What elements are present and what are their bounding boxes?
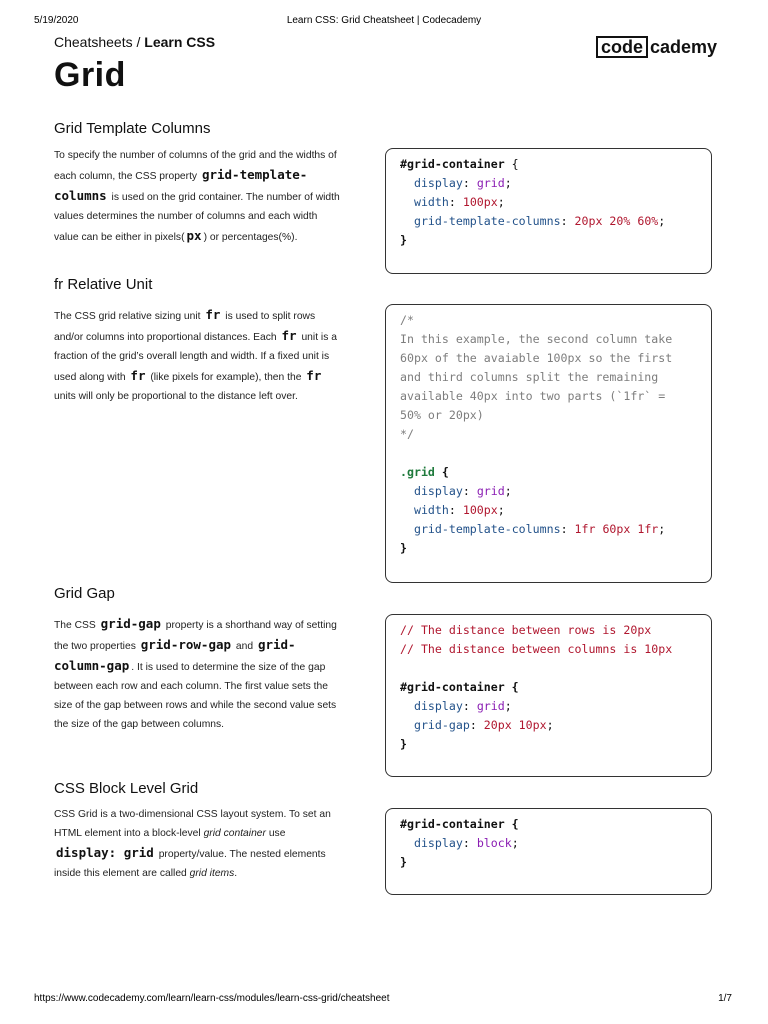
breadcrumb-prefix[interactable]: Cheatsheets /: [54, 34, 145, 50]
section-heading-fr-unit: fr Relative Unit: [54, 276, 153, 293]
print-url[interactable]: https://www.codecademy.com/learn/learn-css/modules/learn-css-grid/cheatsheet: [34, 993, 390, 1004]
inline-code: fr: [205, 307, 221, 322]
print-date: 5/19/2020: [34, 15, 79, 26]
logo-box-text: code: [596, 36, 648, 58]
section-heading-grid-gap: Grid Gap: [54, 585, 115, 602]
inline-code: grid-gap: [100, 616, 161, 631]
section-text-fr-unit: The CSS grid relative sizing unit fr is used to split rows and/or columns into proportional distances. Each fr unit is a fraction of the grid’s overall length and width. If a fixed unit is used along with fr (like pixels for example), then the fr units will only be proportional to the distance left over.: [54, 307, 337, 402]
section-text-template-columns: To specify the number of columns of the grid and the widths of each column, the CSS property grid-template-columns is used on the grid container. The number of width values determines the number of columns and each width value can be either in pixels( px ) or percentages(%).: [54, 150, 340, 243]
section-heading-template-columns: Grid Template Columns: [54, 120, 211, 137]
codecademy-logo[interactable]: [596, 36, 717, 58]
breadcrumb: [54, 34, 215, 50]
page-title: Grid: [54, 56, 126, 94]
section-text-grid-gap: The CSS grid-gap property is a shorthand way of setting the two properties grid-row-gap and grid-column-gap . It is used to determine the size of the gap between each row and each column. The first value sets the size of the gap between rows and while the second value sets the size of the gap between columns.: [54, 616, 337, 730]
print-title: Learn CSS: Grid Cheatsheet | Codecademy: [286, 15, 482, 26]
inline-code: grid-template-columns: [54, 167, 308, 203]
code-block-template-columns: #grid-container { display: grid; width: 100px; grid-template-columns: 20px 20% 60%; }: [385, 148, 712, 274]
print-page-number: 1/7: [718, 993, 732, 1004]
code-block-fr-unit: /* In this example, the second column take 60px of the avaiable 100px so the first and third columns split the remaining available 40px into two parts (`1fr` = 50% or 20px) */ .grid { display: grid; width: 100px; grid-template-columns: 1fr 60px 1fr; }: [385, 304, 712, 583]
inline-code: fr: [306, 368, 322, 383]
code-block-block-grid: #grid-container { display: block; }: [385, 808, 712, 895]
inline-code: fr: [130, 368, 146, 383]
section-heading-block-grid: CSS Block Level Grid: [54, 780, 199, 797]
section-text-block-grid: CSS Grid is a two-dimensional CSS layout system. To set an HTML element into a block-level grid container use display: grid property/value. The nested elements inside this element are called grid items.: [54, 809, 331, 879]
inline-code: grid-column-gap: [54, 637, 296, 673]
breadcrumb-current[interactable]: Learn CSS: [144, 34, 216, 50]
inline-code: px: [186, 228, 202, 243]
inline-code: grid-row-gap: [140, 637, 232, 652]
code-block-grid-gap: // The distance between rows is 20px // The distance between columns is 10px #grid-container { display: grid; grid-gap: 20px 10px; }: [385, 614, 712, 777]
inline-code: display: grid: [56, 845, 154, 860]
logo-rest-text: cademy: [650, 36, 718, 57]
inline-code: fr: [281, 328, 297, 343]
